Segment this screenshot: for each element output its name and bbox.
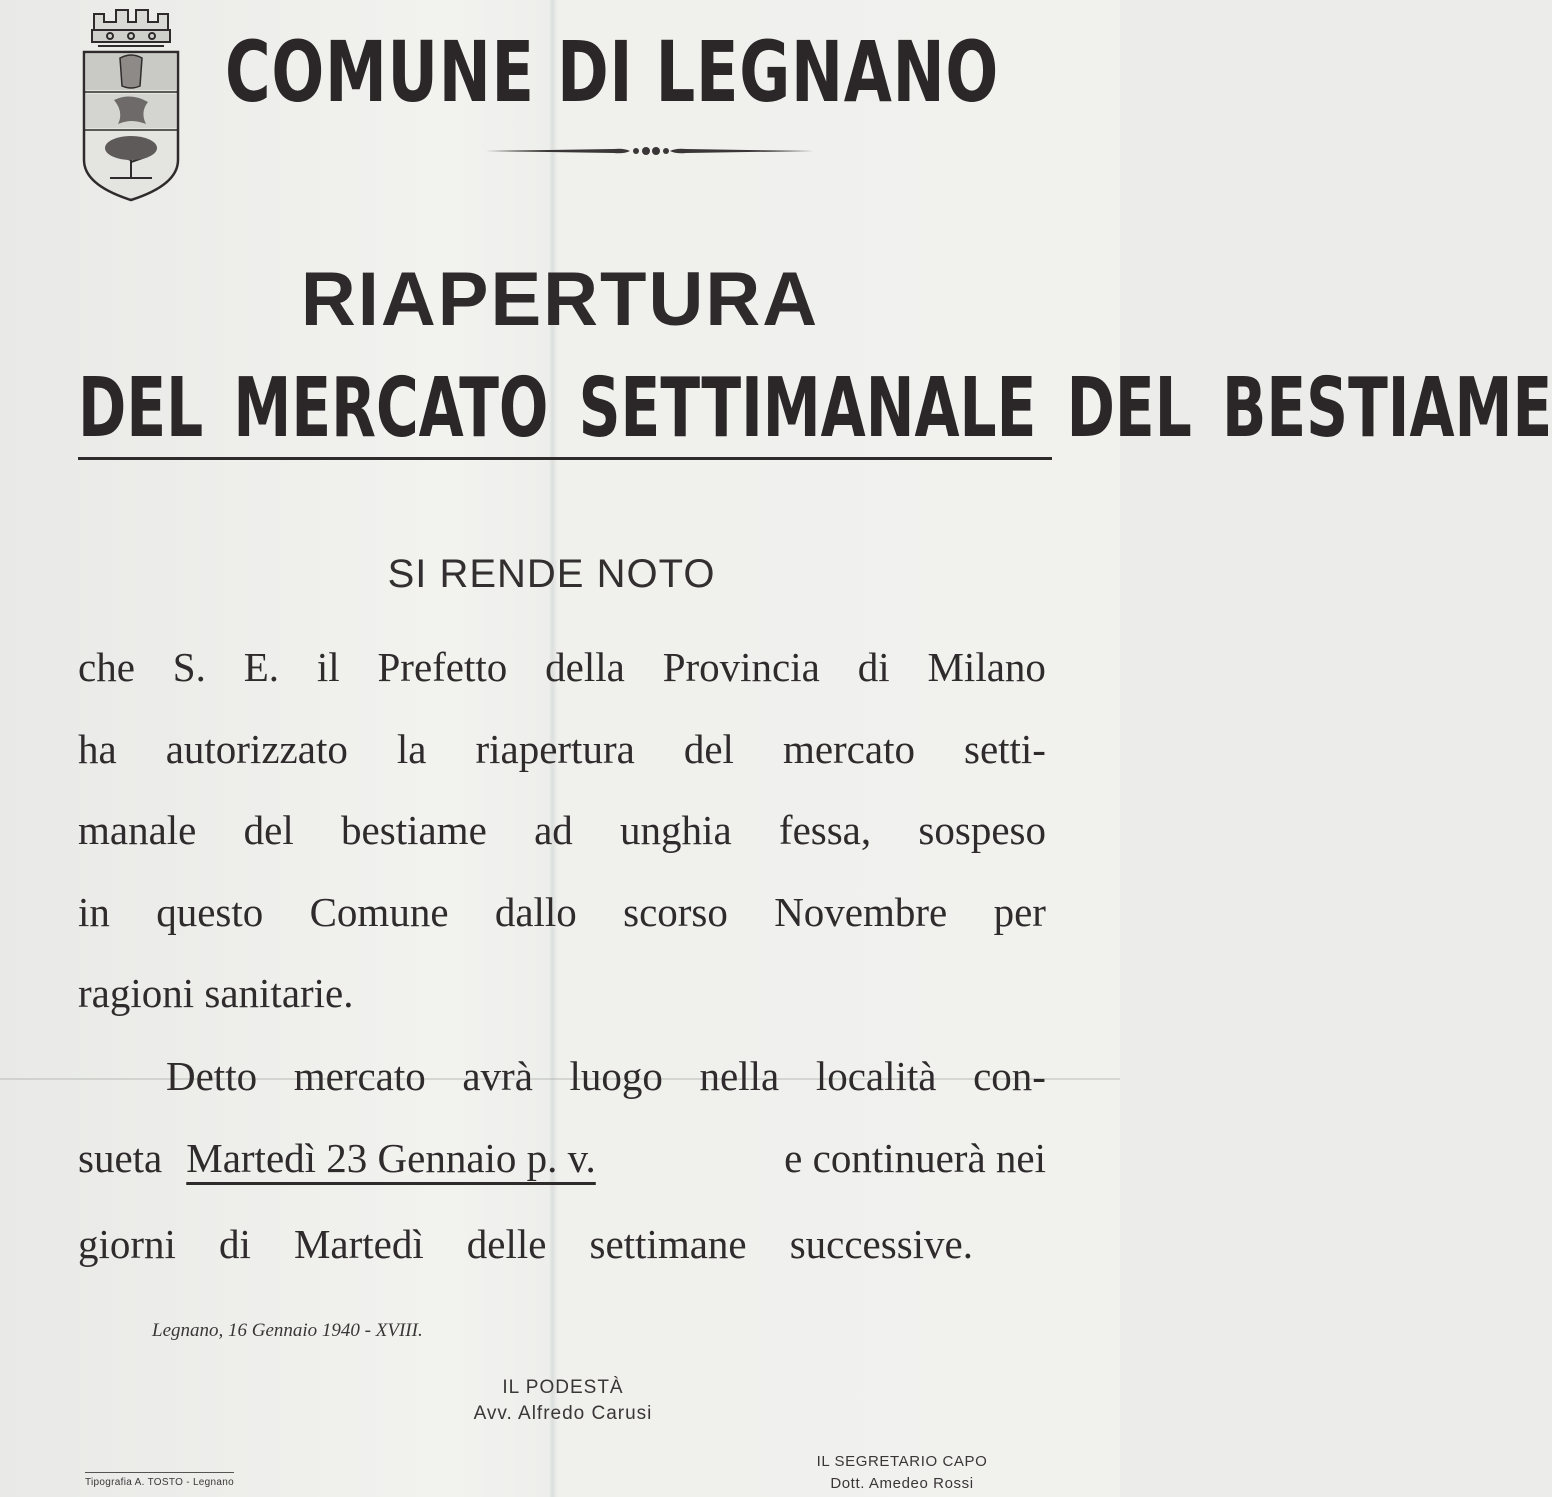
word: ha <box>78 726 117 772</box>
podesta-name: Avv. Alfredo Carusi <box>473 1403 653 1425</box>
word: fessa, <box>778 807 872 853</box>
secretary-signature <box>772 1451 1032 1495</box>
secretary-name: Dott. Amedeo Rossi <box>830 1474 974 1492</box>
paragraph-line <box>78 889 1046 935</box>
paragraph-line-text: ragioni sanitarie. <box>78 970 354 1016</box>
word: la <box>396 726 427 772</box>
word: luogo <box>569 1053 663 1099</box>
paragraph-line <box>78 1135 1046 1181</box>
word: in <box>78 889 110 935</box>
word: Prefetto <box>377 644 508 690</box>
word: nella <box>699 1053 780 1099</box>
paragraph-line-text <box>78 889 1046 935</box>
paragraph-line-text <box>166 1053 1046 1099</box>
municipality-title: COMUNE DI LEGNANO <box>225 23 999 121</box>
word: delle <box>466 1221 547 1267</box>
word: per <box>993 889 1046 935</box>
word: dallo <box>494 889 577 935</box>
word: S. <box>172 644 206 690</box>
paragraph-line-text <box>78 807 1046 853</box>
paragraph-line <box>166 1053 1046 1099</box>
word: Comune <box>309 889 449 935</box>
word: Detto <box>166 1053 258 1099</box>
word: autorizzato <box>165 726 348 772</box>
word: Martedì <box>293 1221 424 1267</box>
word: setti- <box>963 726 1046 772</box>
word: successive. <box>789 1221 973 1267</box>
word: avrà <box>462 1053 533 1099</box>
notice-title: RIAPERTURA <box>300 257 820 342</box>
notice-subtitle: DEL MERCATO SETTIMANALE DEL BESTIAME <box>78 361 1552 456</box>
ornamental-divider-icon <box>484 140 816 162</box>
printer-credit: Tipografia A. TOSTO - Legnano <box>85 1472 234 1488</box>
paragraph-line <box>78 644 1046 690</box>
date-and-place: Legnano, 16 Gennaio 1940 - XVIII. <box>152 1320 423 1341</box>
announcement-heading: SI RENDE NOTO <box>387 552 716 596</box>
word: mercato <box>782 726 915 772</box>
word: del <box>683 726 734 772</box>
word: di <box>857 644 890 690</box>
market-date: Martedì 23 Gennaio p. v. <box>186 1135 596 1181</box>
word: ad <box>534 807 573 853</box>
word: bestiame <box>341 807 487 853</box>
secretary-title: IL SEGRETARIO CAPO <box>816 1453 988 1470</box>
paragraph-text: sueta <box>78 1135 163 1181</box>
paragraph-line <box>78 1221 973 1267</box>
word: il <box>316 644 340 690</box>
word: E. <box>243 644 279 690</box>
word: scorso <box>623 889 728 935</box>
paragraph-line-text <box>78 644 1046 690</box>
word: giorni <box>78 1221 176 1267</box>
word: località <box>815 1053 937 1099</box>
word: di <box>218 1221 251 1267</box>
paragraph-line <box>78 726 1046 772</box>
podesta-title: IL PODESTÀ <box>502 1377 624 1398</box>
word: della <box>545 644 625 690</box>
subtitle-underline <box>78 457 1052 460</box>
coat-of-arms-icon <box>80 0 182 205</box>
word: manale <box>78 807 197 853</box>
word: sospeso <box>918 807 1046 853</box>
paragraph-line <box>78 970 1046 1016</box>
word: Milano <box>927 644 1046 690</box>
podesta-signature <box>443 1375 683 1427</box>
word: con- <box>973 1053 1046 1099</box>
word: Provincia <box>662 644 820 690</box>
word: unghia <box>620 807 732 853</box>
word: settimane <box>589 1221 747 1267</box>
word: mercato <box>293 1053 426 1099</box>
paragraph-text: e continuerà nei <box>784 1135 1046 1181</box>
word: che <box>78 644 135 690</box>
word: questo <box>156 889 264 935</box>
word: riapertura <box>475 726 635 772</box>
paragraph-line <box>78 807 1046 853</box>
paragraph-line-text <box>78 1221 973 1267</box>
paragraph-line-text <box>78 726 1046 772</box>
word: del <box>243 807 294 853</box>
word: Novembre <box>774 889 948 935</box>
